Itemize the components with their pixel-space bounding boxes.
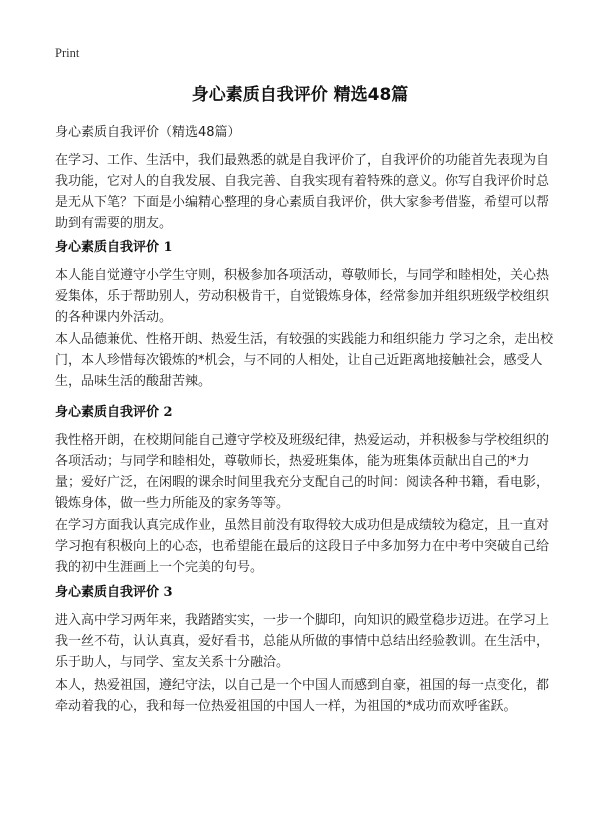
section-2-paragraph-1: 我性格开朗，在校期间能自己遵守学校及班级纪律，热爱运动，并积极参与学校组织的各项活动；与同学和睦相处，尊敬师长，热爱班集体，能为班集体贡献出自己的*力量；爱好广泛，在闲暇的课余时间里我充分支配自己的时间：阅读各种书籍，看电影，锻炼身体，做一些力所能及的家务等等。	[55, 433, 550, 511]
section-3-paragraph-1: 进入高中学习两年来，我踏踏实实，一步一个脚印，向知识的殿堂稳步迈进。在学习上我一丝不苟，认认真真，爱好看书，总能从所做的事情中总结出经验教训。在生活中，乐于助人，与同学、室友关系十分融洽。	[55, 613, 550, 670]
section-heading-3: 身心素质自我评价 3	[55, 585, 173, 600]
section-1-paragraph-2: 本人品德兼优、性格开朗、热爱生活，有较强的实践能力和组织能力 学习之余，走出校门，本人珍惜每次锻炼的*机会，与不同的人相处，让自己近距离地接触社会，感受人生，品味生活的酸甜苦辣。	[55, 332, 554, 389]
section-heading-2: 身心素质自我评价 2	[55, 405, 173, 420]
section-1-paragraph-1: 本人能自觉遵守小学生守则，积极参加各项活动，尊敬师长，与同学和睦相处，关心热爱集体，乐于帮助别人，劳动积极肯干，自觉锻炼身体，经常参加并组织班级学校组织的各种课内外活动。	[55, 268, 550, 325]
page-title: 身心素质自我评价 精选48篇	[191, 85, 409, 105]
print-link[interactable]: Print	[55, 46, 80, 60]
section-3-paragraph-2: 本人，热爱祖国，遵纪守法，以自己是一个中国人而感到自豪，祖国的每一点变化，都牵动着我的心，我和每一位热爱祖国的中国人一样，为祖国的*成功而欢呼雀跃。	[55, 678, 550, 714]
document-subtitle: 身心素质自我评价（精选48篇）	[55, 125, 241, 140]
section-heading-1: 身心素质自我评价 1	[55, 240, 173, 255]
intro-paragraph: 在学习、工作、生活中，我们最熟悉的就是自我评价了，自我评价的功能首先表现为自我功能，它对人的自我发展、自我完善、自我实现有着特殊的意义。你写自我评价时总是无从下笔？下面是小编精心整理的身心素质自我评价，供大家参考借鉴，希望可以帮助到有需要的朋友。	[55, 153, 550, 231]
section-2-paragraph-2: 在学习方面我认真完成作业，虽然目前没有取得较大成功但是成绩较为稳定，且一直对学习抱有积极向上的心态，也希望能在最后的这段日子中多加努力在中考中突破自己给我的初中生涯画上一个完美的句号。	[55, 518, 550, 575]
